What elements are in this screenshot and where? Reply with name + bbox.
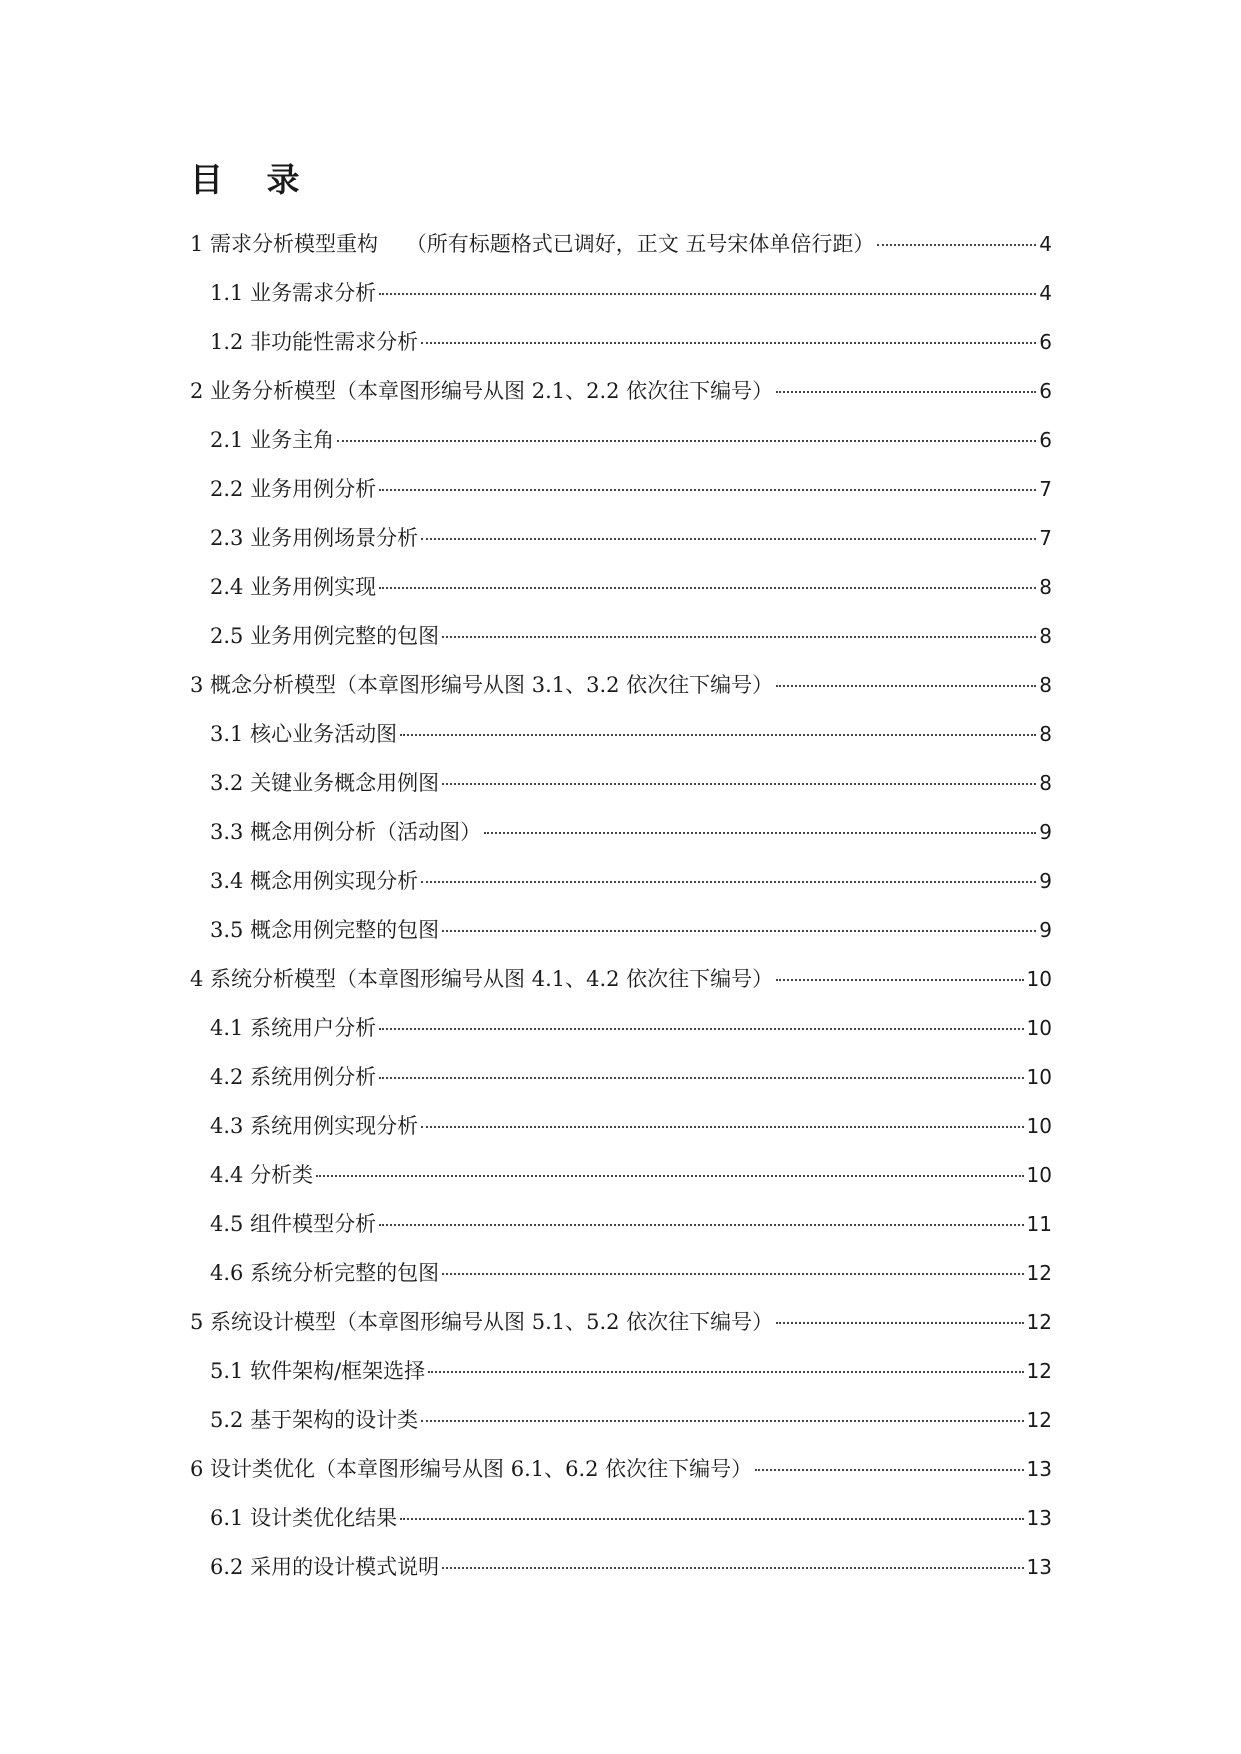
toc-chapter-entry[interactable]: [190, 1298, 1052, 1347]
toc-section-entry[interactable]: [190, 1543, 1052, 1592]
toc-page-number: 10: [1026, 967, 1052, 991]
toc-page-number: 10: [1026, 1163, 1052, 1187]
toc-entry-title: 3.3 概念用例分析（活动图）: [210, 820, 482, 844]
toc-entry-title: 4.6 系统分析完整的包图: [210, 1261, 440, 1285]
toc-section-entry[interactable]: [190, 318, 1052, 367]
toc-section-entry[interactable]: [190, 808, 1052, 857]
table-of-contents: [190, 220, 1052, 1592]
dot-leader: [442, 636, 1036, 638]
toc-page-number: 7: [1039, 477, 1052, 501]
dot-leader: [400, 734, 1036, 736]
toc-entry-title: 4.3 系统用例实现分析: [210, 1114, 419, 1138]
toc-entry-title: 2.2 业务用例分析: [210, 477, 377, 501]
dot-leader: [442, 1567, 1023, 1569]
toc-entry-title: 4.2 系统用例分析: [210, 1065, 377, 1089]
toc-page-number: 13: [1026, 1506, 1052, 1530]
dot-leader: [337, 440, 1036, 442]
dot-leader: [421, 342, 1036, 344]
toc-entry-title: 1 需求分析模型重构 （所有标题格式已调好，正文 五号宋体单倍行距）: [190, 232, 875, 256]
dot-leader: [484, 832, 1036, 834]
toc-page-number: 6: [1039, 330, 1052, 354]
toc-section-entry[interactable]: [190, 906, 1052, 955]
toc-page-number: 8: [1039, 722, 1052, 746]
toc-entry-title: 2.3 业务用例场景分析: [210, 526, 419, 550]
toc-page-number: 12: [1026, 1261, 1052, 1285]
toc-page-number: 9: [1039, 820, 1052, 844]
toc-entry-title: 3 概念分析模型（本章图形编号从图 3.1、3.2 依次往下编号）: [190, 673, 774, 697]
toc-entry-title: 4.4 分析类: [210, 1163, 314, 1187]
toc-page-number: 7: [1039, 526, 1052, 550]
toc-page-number: 11: [1026, 1212, 1052, 1236]
toc-page-number: 10: [1026, 1016, 1052, 1040]
dot-leader: [379, 587, 1036, 589]
toc-page-number: 4: [1039, 232, 1052, 256]
dot-leader: [421, 538, 1036, 540]
toc-section-entry[interactable]: [190, 269, 1052, 318]
toc-section-entry[interactable]: [190, 1053, 1052, 1102]
toc-entry-title: 4.5 组件模型分析: [210, 1212, 377, 1236]
toc-page-number: 12: [1026, 1359, 1052, 1383]
toc-page-number: 9: [1039, 869, 1052, 893]
dot-leader: [421, 1420, 1023, 1422]
toc-entry-title: 6.1 设计类优化结果: [210, 1506, 398, 1530]
toc-section-entry[interactable]: [190, 416, 1052, 465]
toc-entry-title: 5 系统设计模型（本章图形编号从图 5.1、5.2 依次往下编号）: [190, 1310, 774, 1334]
dot-leader: [379, 489, 1036, 491]
toc-entry-title: 3.5 概念用例完整的包图: [210, 918, 440, 942]
toc-section-entry[interactable]: [190, 1396, 1052, 1445]
toc-entry-title: 3.1 核心业务活动图: [210, 722, 398, 746]
dot-leader: [428, 1371, 1023, 1373]
toc-page-number: 6: [1039, 428, 1052, 452]
toc-section-entry[interactable]: [190, 1004, 1052, 1053]
toc-entry-title: 4 系统分析模型（本章图形编号从图 4.1、4.2 依次往下编号）: [190, 967, 774, 991]
dot-leader: [379, 1028, 1023, 1030]
dot-leader: [776, 979, 1023, 981]
toc-page-number: 10: [1026, 1065, 1052, 1089]
dot-leader: [421, 881, 1036, 883]
toc-page-number: 12: [1026, 1408, 1052, 1432]
dot-leader: [421, 1126, 1023, 1128]
toc-page-number: 8: [1039, 575, 1052, 599]
dot-leader: [400, 1518, 1023, 1520]
dot-leader: [877, 244, 1036, 246]
toc-section-entry[interactable]: [190, 465, 1052, 514]
toc-section-entry[interactable]: [190, 1347, 1052, 1396]
dot-leader: [442, 783, 1036, 785]
dot-leader: [442, 1273, 1023, 1275]
dot-leader: [755, 1469, 1023, 1471]
toc-entry-title: 4.1 系统用户分析: [210, 1016, 377, 1040]
toc-page-number: 12: [1026, 1310, 1052, 1334]
toc-section-entry[interactable]: [190, 1200, 1052, 1249]
dot-leader: [442, 930, 1036, 932]
toc-section-entry[interactable]: [190, 1151, 1052, 1200]
dot-leader: [776, 1322, 1023, 1324]
toc-entry-title: 5.1 软件架构/框架选择: [210, 1359, 426, 1383]
toc-section-entry[interactable]: [190, 857, 1052, 906]
toc-page-number: 13: [1026, 1457, 1052, 1481]
toc-entry-title: 2.1 业务主角: [210, 428, 335, 452]
toc-section-entry[interactable]: [190, 1494, 1052, 1543]
toc-entry-title: 3.2 关键业务概念用例图: [210, 771, 440, 795]
toc-chapter-entry[interactable]: [190, 220, 1052, 269]
toc-entry-title: 1.2 非功能性需求分析: [210, 330, 419, 354]
toc-section-entry[interactable]: [190, 612, 1052, 661]
toc-page-number: 9: [1039, 918, 1052, 942]
toc-page-number: 4: [1039, 281, 1052, 305]
toc-page-number: 6: [1039, 379, 1052, 403]
toc-entry-title: 3.4 概念用例实现分析: [210, 869, 419, 893]
toc-page-number: 10: [1026, 1114, 1052, 1138]
toc-entry-title: 2.4 业务用例实现: [210, 575, 377, 599]
toc-page-number: 8: [1039, 624, 1052, 648]
toc-section-entry[interactable]: [190, 759, 1052, 808]
dot-leader: [776, 685, 1036, 687]
toc-chapter-entry[interactable]: [190, 1445, 1052, 1494]
toc-chapter-entry[interactable]: [190, 367, 1052, 416]
dot-leader: [379, 1077, 1023, 1079]
toc-entry-title: 5.2 基于架构的设计类: [210, 1408, 419, 1432]
dot-leader: [316, 1175, 1023, 1177]
toc-entry-title: 2 业务分析模型（本章图形编号从图 2.1、2.2 依次往下编号）: [190, 379, 774, 403]
toc-heading: 目 录: [190, 160, 316, 199]
toc-chapter-entry[interactable]: [190, 955, 1052, 1004]
toc-section-entry[interactable]: [190, 710, 1052, 759]
toc-page-number: 13: [1026, 1555, 1052, 1579]
toc-section-entry[interactable]: [190, 563, 1052, 612]
toc-section-entry[interactable]: [190, 1102, 1052, 1151]
toc-page-number: 8: [1039, 673, 1052, 697]
toc-entry-title: 1.1 业务需求分析: [210, 281, 377, 305]
toc-section-entry[interactable]: [190, 1249, 1052, 1298]
toc-section-entry[interactable]: [190, 514, 1052, 563]
dot-leader: [776, 391, 1036, 393]
toc-chapter-entry[interactable]: [190, 661, 1052, 710]
toc-entry-title: 2.5 业务用例完整的包图: [210, 624, 440, 648]
toc-page-number: 8: [1039, 771, 1052, 795]
toc-entry-title: 6 设计类优化（本章图形编号从图 6.1、6.2 依次往下编号）: [190, 1457, 753, 1481]
dot-leader: [379, 1224, 1023, 1226]
dot-leader: [379, 293, 1036, 295]
toc-entry-title: 6.2 采用的设计模式说明: [210, 1555, 440, 1579]
